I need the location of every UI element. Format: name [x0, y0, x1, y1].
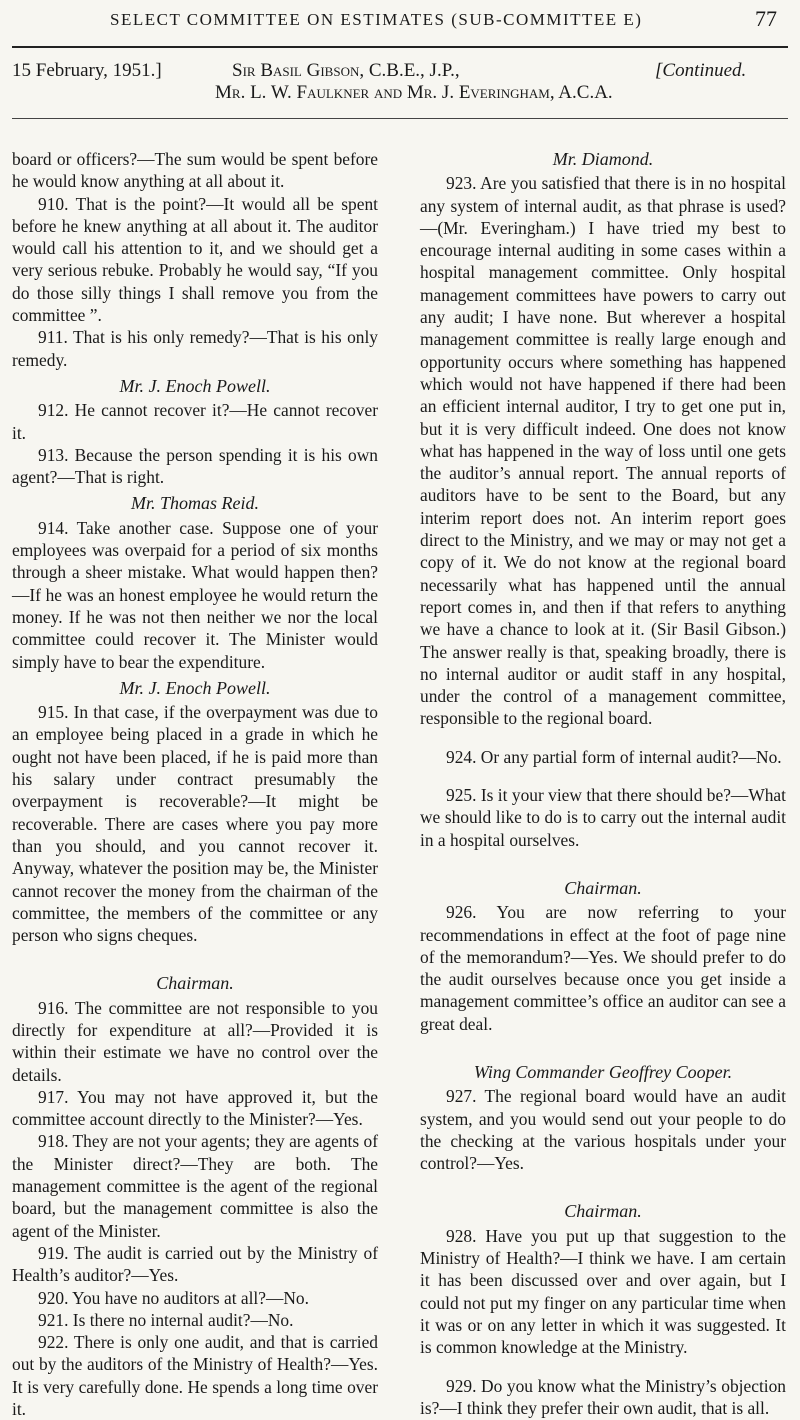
question-914: 914. Take another case. Suppose one of your employees was overpaid for a period of six months through a sheer mistake. What would happen then?—If he was an honest employee he would return the money. If he was not then neither we nor the local committee could recover it. The Minister would simply have to bear the expenditure. [12, 517, 378, 672]
page-number: 77 [755, 6, 777, 31]
question-916: 916. The committee are not responsible to you directly for expenditure at all?—Provided it is within their estimate we have no control over the details. [12, 997, 378, 1085]
witness-line-2: Mr. L. W. Faulkner and Mr. J. Everingham, A.C.A. [215, 82, 613, 103]
question-925: 925. Is it your view that there should be?—What we should like to do is to carry out the internal audit in a hospital ourselves. [420, 785, 786, 850]
question-926: 926. You are now referring to your recommendations in effect at the foot of page nine of the memorandum?—Yes. We should prefer to do the audit ourselves because once you get inside a management committee’s office an auditor can see a great deal. [420, 902, 786, 1034]
question-915: 915. In that case, if the overpayment was due to an employee being placed in a grade in which he ought not have been placed, if he is paid more than his salary under contract presumably the overpayment is recoverable?—It might be recoverable. There are cases where you pay more than you should, and you cannot recover it. Anyway, whatever the position may be, the Minister cannot recover the money from the chairman of the committee, the members of the committee or any person who signs cheques. [12, 702, 378, 946]
question-920: 920. You have no auditors at all?—No. [38, 1287, 309, 1308]
left-column [12, 148, 378, 1420]
question-924: 924. Or any partial form of internal audit?—No. [446, 746, 782, 767]
right-column [420, 148, 786, 1419]
question-921: 921. Is there no internal audit?—No. [38, 1309, 294, 1330]
header-rule-top [12, 46, 788, 48]
speaker-heading: Mr. Diamond. [552, 149, 654, 169]
speaker-heading: Wing Commander Geoffrey Cooper. [473, 1061, 733, 1082]
sitting-date: 15 February, 1951.] [12, 60, 162, 81]
header-rule-bottom [12, 118, 788, 119]
running-head: SELECT COMMITTEE ON ESTIMATES (SUB-COMMITTEE E) [110, 10, 643, 29]
question-912: 912. He cannot recover it?—He cannot recover it. [12, 400, 378, 443]
question-917: 917. You may not have approved it, but the committee account directly to the Minister?—Yes. [12, 1086, 378, 1130]
question-911: 911. That is his only remedy?—That is his only remedy. [12, 327, 378, 370]
question-923: 923. Are you satisfied that there is in no hospital any system of internal audit, as that phrase is used?—(Mr. Everingham.) I have tried my best to encourage internal auditing in some cases within a hospital management committee. Only hospital management committees have powers to carry out any audit; I have none. But wherever a hospital management committee is really large enough and opportunity occurs where something has happened which would not have happened if there had been an efficient internal auditor, I try to get one put in, but it is very difficult indeed. One does not know what has happened in the way of loss until one gets the auditor’s annual report. The annual reports of auditors have to be sent to the Board, but any interim report does not. An interim report goes direct to the Ministry, and we may or may not get a copy of it. We do not know at the regional board necessarily what has happened until the annual report comes in, and then if that refers to anything we have a chance to look at it. (Sir Basil Gibson.) The answer really is that, speaking broadly, there is no internal auditor or audit staff in any hospital, under the control of a management committee, responsible to the regional board. [420, 173, 786, 729]
question-918: 918. They are not your agents; they are agents of the Minister direct?—They are both. The management committee is the agent of the regional board, but the management committee is also the agent of the Minister. [12, 1131, 378, 1241]
continued-label: [Continued. [655, 60, 747, 81]
question-929: 929. Do you know what the Ministry’s objection is?—I think they prefer their own audit, that is all. [420, 1375, 786, 1418]
speaker-heading: Chairman. [564, 1201, 642, 1222]
question-928: 928. Have you put up that suggestion to the Ministry of Health?—I think we have. I am certain it has been discussed over and over again, but I could not put my finger on any particular time when it was or on any letter in which it was suggested. It is common knowledge at the Ministry. [420, 1225, 786, 1358]
question-922: 922. There is only one audit, and that is carried out by the auditors of the Ministry of Health?—Yes. It is very carefully done. He spends a long time over it. [12, 1332, 378, 1420]
question-927: 927. The regional board would have an audit system, and you would send out your people to do the checking at the various hospitals under your control?—Yes. [420, 1086, 786, 1174]
question-910: 910. That is the point?—It would all be spent before he knew anything at all about it. The auditor would call his attention to it, and we should get a very serious rebuke. Probably he would say, “If you do those silly things I shall remove you from the committee ”. [12, 193, 378, 326]
witness-line-1: Sir Basil Gibson, C.B.E., J.P., [232, 60, 460, 81]
speaker-heading: Chairman. [156, 973, 234, 994]
speaker-heading: Mr. J. Enoch Powell. [119, 677, 271, 698]
question-913: 913. Because the person spending it is his own agent?—That is right. [12, 444, 378, 488]
speaker-heading: Chairman. [564, 877, 642, 898]
speaker-heading: Mr. Thomas Reid. [130, 493, 259, 514]
paragraph-intro: board or officers?—The sum would be spent before he would know anything at all about it. [12, 149, 378, 192]
question-919: 919. The audit is carried out by the Ministry of Health’s auditor?—Yes. [12, 1242, 378, 1286]
speaker-heading: Mr. J. Enoch Powell. [119, 375, 271, 396]
